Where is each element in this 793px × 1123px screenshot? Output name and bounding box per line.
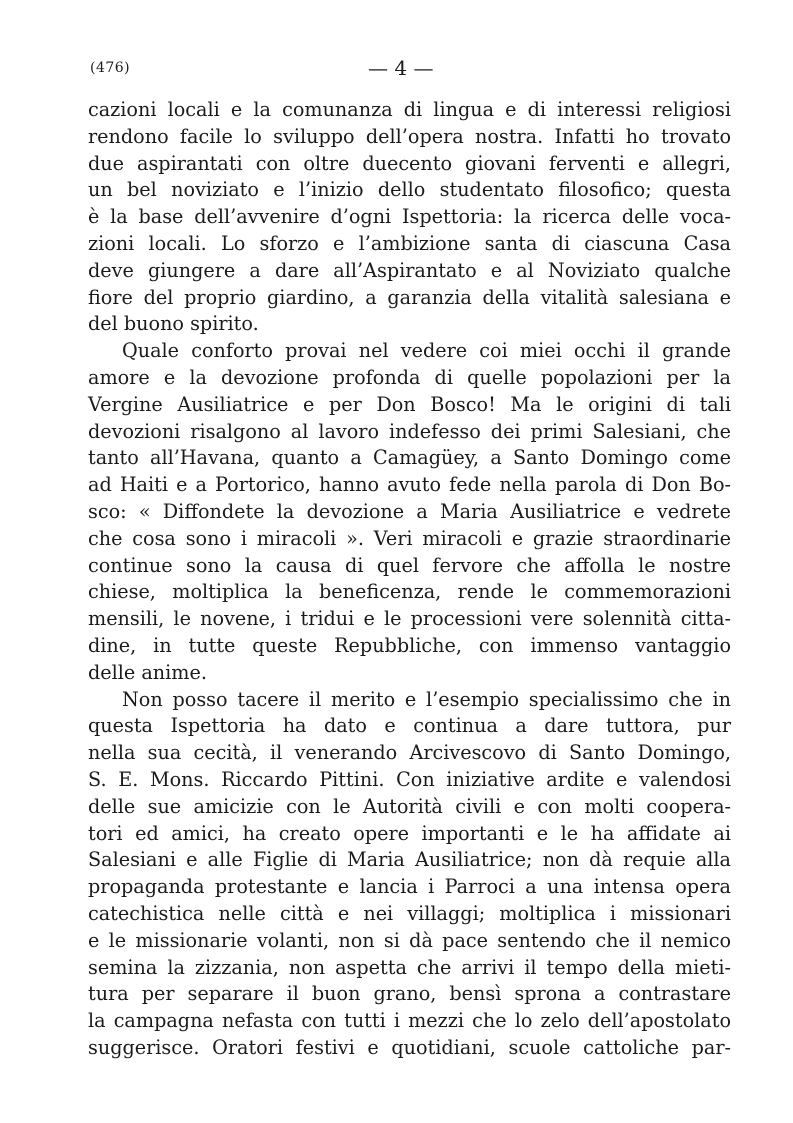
text-line: fiore del proprio giardino, a garanzia della vitalità salesiana e — [88, 285, 731, 309]
text-line: tori ed amici, ha creato opere importanti e le ha affidate ai — [88, 821, 731, 845]
paragraph-first-line: Quale conforto provai nel vedere coi miei occhi il grande — [122, 339, 731, 363]
document-page — [88, 56, 731, 1062]
text-line: catechistica nelle città e nei villaggi; moltiplica i missionari — [88, 901, 731, 925]
text-line: zioni locali. Lo sforzo e l’ambizione santa di ciascuna Casa — [88, 231, 731, 255]
text-line: e le missionarie volanti, non si dà pace sentendo che il nemico — [88, 928, 731, 952]
text-line: propaganda protestante e lancia i Parroci a una intensa opera — [88, 875, 731, 899]
page-reference: (476) — [90, 60, 131, 76]
text-line: chiese, moltiplica la beneficenza, rende le commemorazioni — [88, 580, 731, 604]
text-line: del buono spirito. — [88, 312, 259, 336]
text-line: tura per separare il buon grano, bensì sprona a contrastare — [88, 982, 731, 1006]
text-line: dine, in tutte queste Repubbliche, con immenso vantaggio — [88, 633, 731, 657]
text-line: amore e la devozione profonda di quelle popolazioni per la — [88, 365, 731, 389]
text-line: nella sua cecità, il venerando Arcivescovo di Santo Domingo, — [88, 741, 731, 765]
text-line: delle sue amicizie con le Autorità civili e con molti coopera- — [88, 794, 731, 818]
page-header — [88, 56, 731, 86]
body-text — [88, 97, 731, 1062]
text-line: rendono facile lo sviluppo dell’opera nostra. Infatti ho trovato — [88, 124, 731, 148]
text-line: deve giungere a dare all’Aspirantato e al Noviziato qualche — [88, 258, 731, 282]
text-line: Salesiani e alle Figlie di Maria Ausiliatrice; non dà requie alla — [88, 848, 731, 872]
text-line: tanto all’Havana, quanto a Camagüey, a Santo Domingo come — [88, 446, 731, 470]
text-line: Vergine Ausiliatrice e per Don Bosco! Ma le origini di tali — [88, 392, 731, 416]
text-line: che cosa sono i miracoli ». Veri miracoli e grazie straordinarie — [88, 526, 731, 550]
text-line: un bel noviziato e l’inizio dello studentato filosofico; questa — [88, 178, 731, 202]
text-line: questa Ispettoria ha dato e continua a dare tuttora, pur — [88, 714, 731, 738]
text-line: mensili, le novene, i tridui e le processioni vere solennità citta- — [88, 607, 731, 631]
text-line: devozioni risalgono al lavoro indefesso dei primi Salesiani, che — [88, 419, 731, 443]
text-line: cazioni locali e la comunanza di lingua e di interessi religiosi — [88, 98, 731, 121]
paragraph-first-line: Non posso tacere il merito e l’esempio specialissimo che in — [122, 687, 731, 711]
text-line: S. E. Mons. Riccardo Pittini. Con iniziative ardite e valendosi — [88, 767, 731, 791]
text-line: è la base dell’avvenire d’ogni Ispettoria: la ricerca delle voca- — [88, 205, 731, 229]
text-line: delle anime. — [88, 660, 207, 684]
text-line: continue sono la causa di quel fervore che affolla le nostre — [88, 553, 731, 577]
text-line: due aspirantati con oltre duecento giovani ferventi e allegri, — [88, 151, 731, 175]
text-line: sco: « Diffondete la devozione a Maria Ausiliatrice e vedrete — [88, 499, 731, 523]
text-line: suggerisce. Oratori festivi e quotidiani, scuole cattoliche par- — [88, 1035, 731, 1059]
text-line: ad Haiti e a Portorico, hanno avuto fede nella parola di Don Bo- — [88, 473, 731, 497]
text-line: semina la zizzania, non aspetta che arrivi il tempo della mieti- — [88, 955, 731, 979]
text-line: la campagna nefasta con tutti i mezzi che lo zelo dell’apostolato — [88, 1009, 731, 1033]
page-number: — 4 — — [368, 56, 434, 80]
